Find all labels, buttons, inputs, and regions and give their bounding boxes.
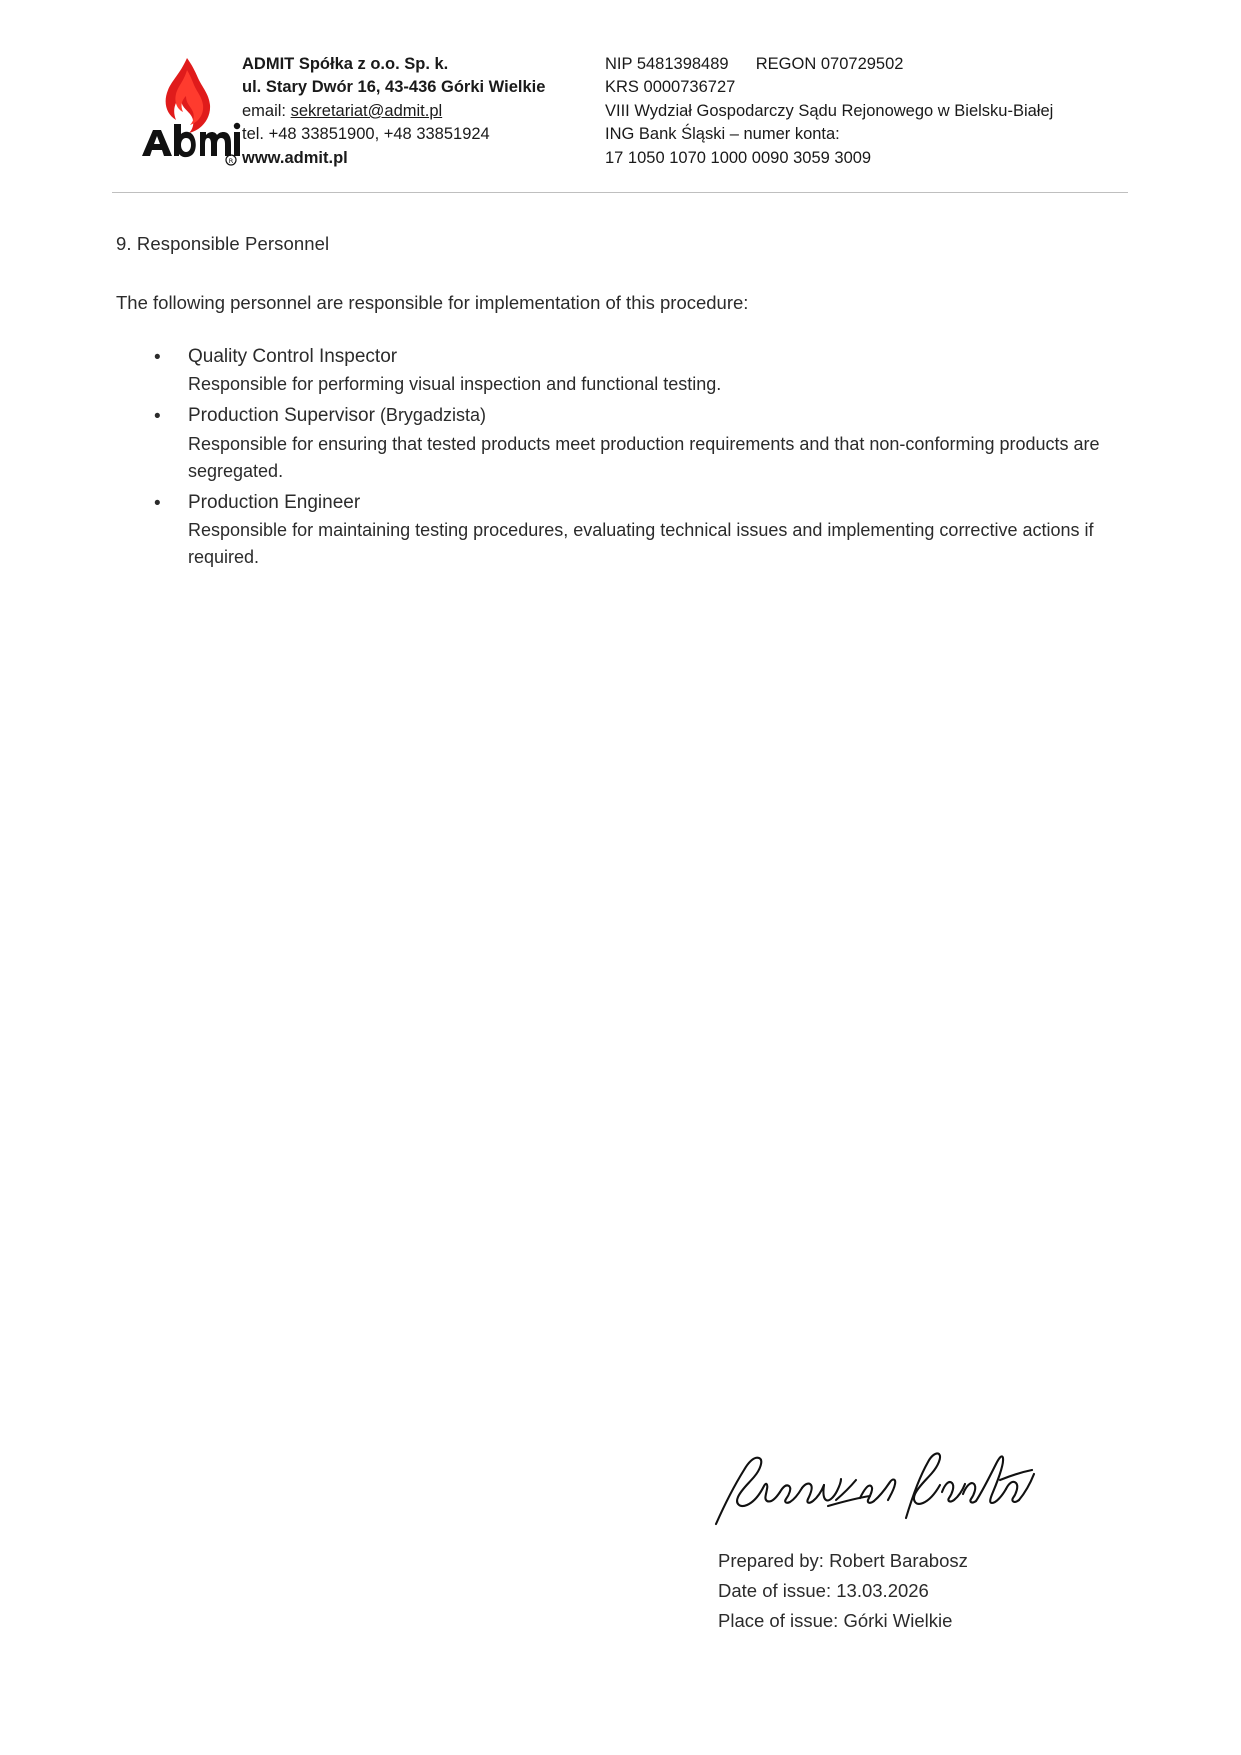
regon-label: REGON [755,55,817,73]
nip-label: NIP [605,55,633,73]
company-email-line [242,100,587,123]
list-item [116,343,1116,399]
company-email-label: email: [242,101,287,120]
list-item [116,489,1116,572]
registry-nip-regon [605,53,1125,76]
svg-text:R: R [228,157,234,165]
company-email-link[interactable]: sekretariat@admit.pl [290,101,443,120]
section-heading: 9. Responsible Personnel [116,233,330,254]
role-title-text: Quality Control Inspector [188,345,398,367]
company-website: www.admit.pl [242,148,348,167]
document-body [116,233,1116,575]
regon-value: 070729502 [820,55,904,73]
company-logo [132,54,242,166]
prepared-by: Prepared by: Robert Barabosz [718,1550,968,1571]
signature-block [700,1440,1120,1636]
registry-account: 17 1050 1070 1000 0090 3059 3009 [605,148,872,167]
registry-krs [605,76,1125,99]
list-item [116,402,1116,485]
role-description: Responsible for maintaining testing procedures, evaluating technical issues and implementing corrective actions if required. [188,520,1094,568]
role-description: Responsible for performing visual inspection and functional testing. [188,374,722,395]
header-divider [112,192,1128,193]
role-title [188,489,1116,518]
company-name: ADMIT Spółka z o.o. Sp. k. [242,55,449,73]
intro-paragraph: The following personnel are responsible for implementation of this procedure: [116,292,749,313]
place-of-issue: Place of issue: Górki Wielkie [718,1609,953,1631]
nip-value: 5481398489 [636,55,729,73]
krs-value: 0000736727 [643,78,736,97]
role-title [188,343,1116,372]
signature-icon [710,1440,1040,1532]
letterhead [116,48,1125,170]
admit-logo-icon [132,54,244,166]
company-phone: tel. +48 33851900, +48 33851924 [242,125,490,144]
role-title-text: Production Engineer [188,491,361,513]
signature-meta [718,1546,1120,1636]
bullet-icon: • [154,492,161,514]
company-address: ul. Stary Dwór 16, 43-436 Górki Wielkie [242,78,546,97]
date-of-issue: Date of issue: 13.03.2026 [718,1579,929,1601]
registry-court: VIII Wydział Gospodarczy Sądu Rejonowego w Bielsku-Białej [605,101,1054,120]
responsible-personnel-list [116,343,1116,572]
bullet-icon: • [154,346,161,368]
role-qualifier: (Brygadzista) [374,405,486,426]
bullet-icon: • [154,406,161,428]
registry-bank: ING Bank Śląski – numer konta: [605,125,840,144]
company-details [242,48,587,170]
registry-details [587,48,1125,170]
role-title-text: Production Supervisor [188,405,375,427]
krs-label: KRS [605,78,639,97]
role-description: Responsible for ensuring that tested products meet production requirements and that non-conforming products are segregated. [188,433,1100,481]
role-title [188,402,1116,431]
